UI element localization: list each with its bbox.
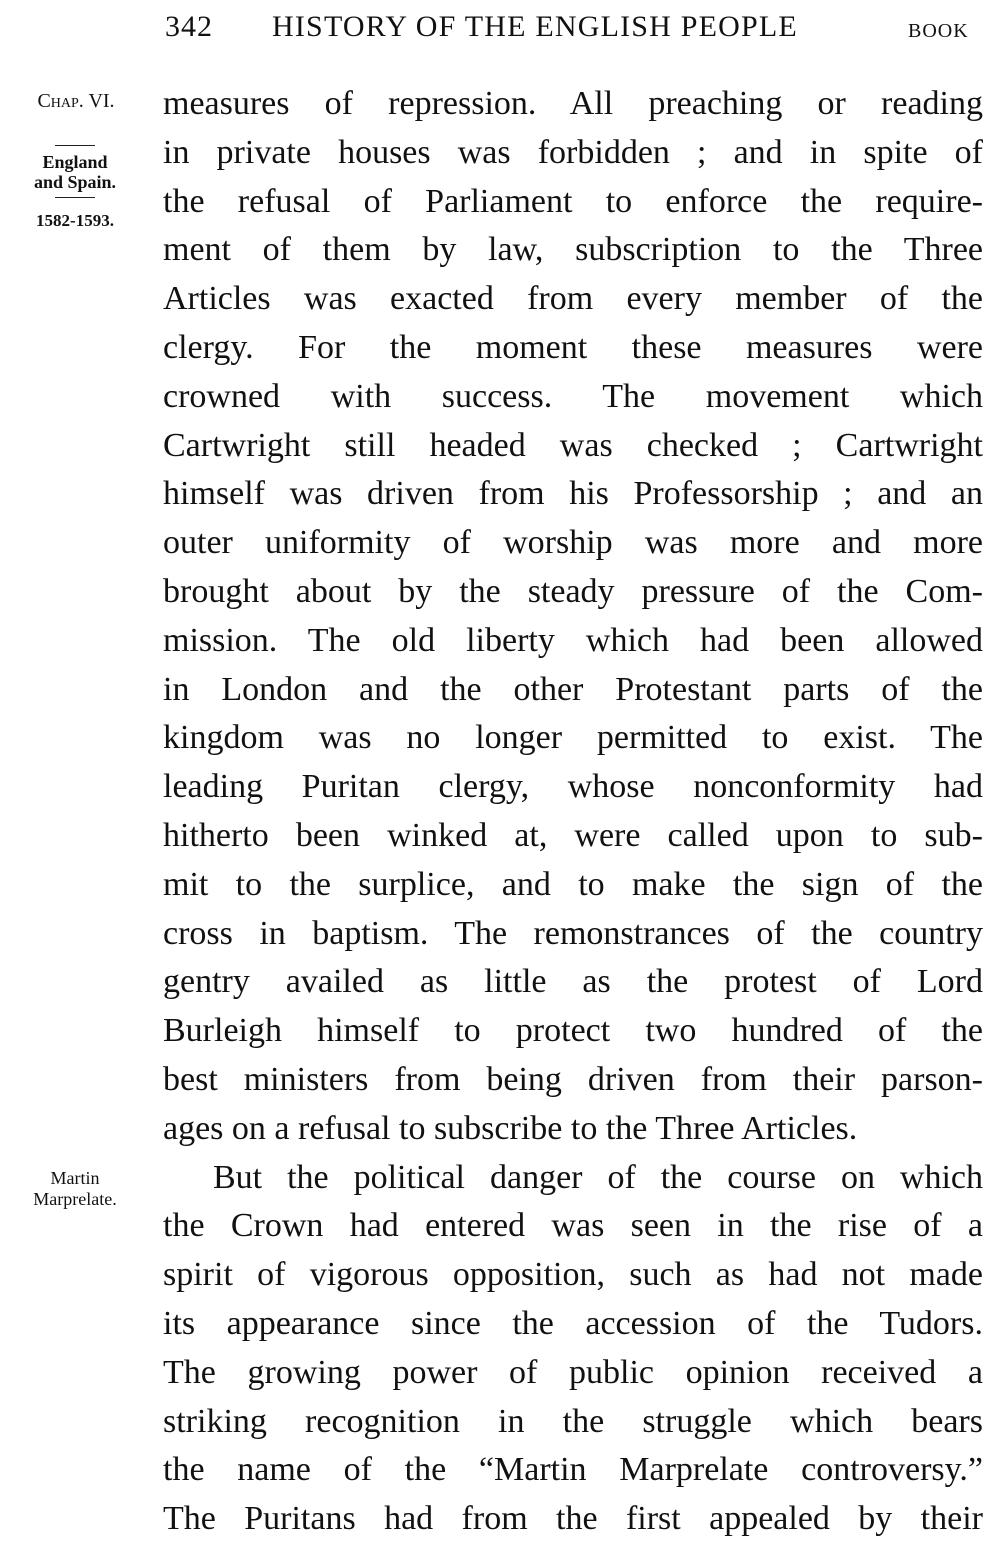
text-line: Articles was exacted from every member of the [163, 280, 983, 318]
text-line: in London and the other Protestant parts of the [163, 670, 983, 708]
text-line: hitherto been winked at, were called upon to sub- [163, 816, 983, 854]
margin-note-date [10, 210, 140, 232]
note-divider [55, 197, 95, 198]
text-line: striking recognition in the struggle which bears [163, 1402, 983, 1440]
text-line: himself was driven from his Professorship ; and an [163, 475, 983, 513]
text-line: mission. The old liberty which had been allowed [163, 621, 983, 659]
topic-line-1: England [42, 152, 108, 172]
text-line: outer uniformity of worship was more and more [163, 524, 983, 562]
text-line: the name of the “Martin Marprelate controversy.” [163, 1451, 983, 1489]
chapter-label: Chap. VI. [37, 90, 115, 112]
text-line: the Crown had entered was seen in the rise of a [163, 1207, 983, 1245]
margin-note-martin [0, 1168, 150, 1210]
text-line: Cartwright still headed was checked ; Cartwright [163, 426, 983, 464]
text-line: its appearance since the accession of the Tudors. [163, 1304, 983, 1342]
text-line: The Puritans had from the first appealed by their [163, 1500, 983, 1538]
page-header [0, 6, 1000, 46]
text-line: But the political danger of the course on which [213, 1158, 983, 1196]
martin-line-1: Martin [50, 1168, 100, 1188]
text-line: gentry availed as little as the protest of Lord [163, 963, 983, 1001]
text-line: brought about by the steady pressure of the Com- [163, 572, 983, 610]
running-title: HISTORY OF THE ENGLISH PEOPLE [272, 10, 798, 43]
topic-line-2: and Spain. [33, 172, 117, 192]
margin-note-topic [0, 140, 150, 204]
text-line: crowned with success. The movement which [163, 377, 983, 415]
martin-line-2: Marprelate. [33, 1189, 117, 1209]
text-line: mit to the surplice, and to make the sign of the [163, 865, 983, 903]
body-text [163, 80, 983, 1544]
text-line: ages on a refusal to subscribe to the Three Articles. [163, 1109, 858, 1147]
text-line: cross in baptism. The remonstrances of the country [163, 914, 983, 952]
book-label: BOOK [908, 20, 969, 42]
text-line: the refusal of Parliament to enforce the require- [163, 182, 983, 220]
text-line: ment of them by law, subscription to the Three [163, 231, 983, 269]
text-line: in private houses was forbidden ; and in spite of [163, 133, 983, 171]
date-range: 1582-1593. [36, 211, 114, 230]
text-line: best ministers from being driven from their parson- [163, 1060, 983, 1098]
margin-note-chapter [10, 90, 142, 112]
text-line: Burleigh himself to protect two hundred of the [163, 1012, 983, 1050]
page-number: 342 [165, 10, 213, 43]
text-line: leading Puritan clergy, whose nonconformity had [163, 768, 983, 806]
text-line: clergy. For the moment these measures were [163, 328, 983, 366]
text-line: kingdom was no longer permitted to exist. The [163, 719, 983, 757]
text-line: measures of repression. All preaching or reading [163, 85, 983, 122]
text-line: The growing power of public opinion received a [163, 1353, 983, 1391]
note-divider [55, 145, 95, 146]
text-line: spirit of vigorous opposition, such as had not made [163, 1256, 983, 1294]
